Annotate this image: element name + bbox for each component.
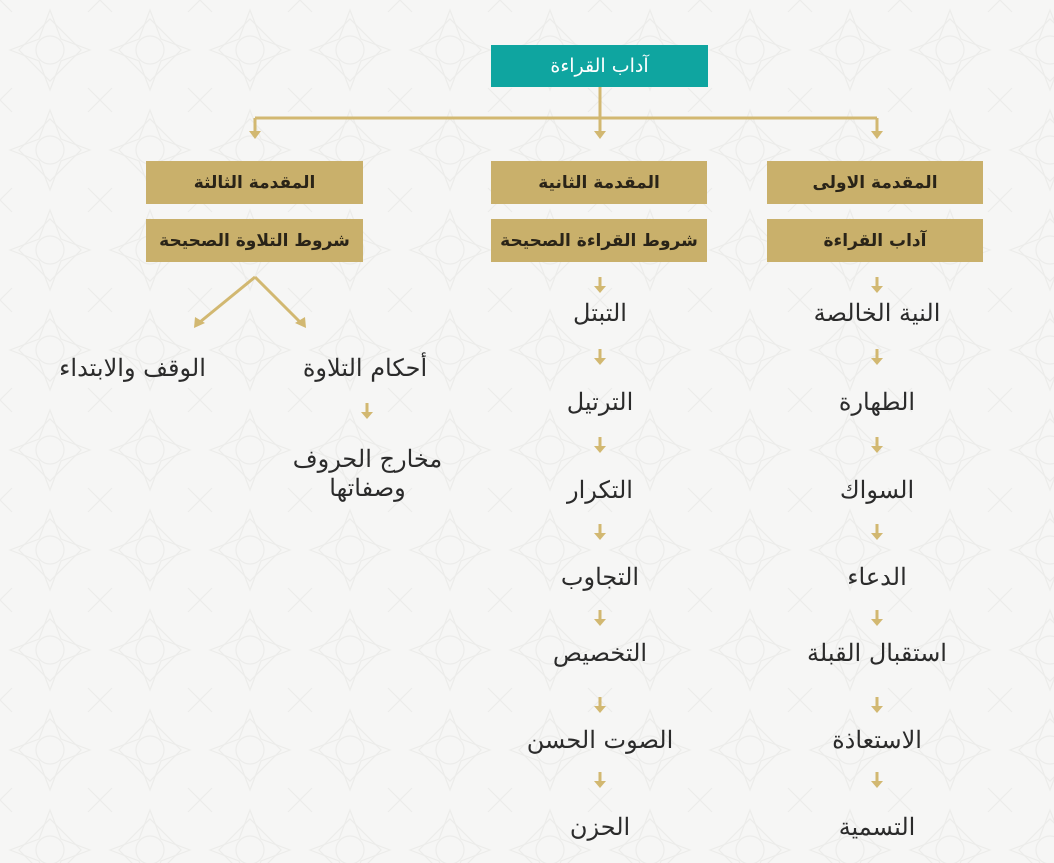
- branch-1-item: التسمية: [838, 813, 916, 841]
- branch-2-item: التخصيص: [552, 639, 648, 667]
- branch-arrow-2: [594, 131, 606, 139]
- root-node: آداب القراءة: [491, 45, 708, 87]
- down-arrow-icon: [871, 446, 883, 453]
- branch-2-item: الترتيل: [566, 388, 634, 416]
- down-arrow-icon: [594, 706, 606, 713]
- branch-3-subitem: الوقف والابتداء: [59, 354, 206, 382]
- down-arrow-icon: [594, 446, 606, 453]
- branch-2-item: التبتل: [573, 299, 627, 327]
- branch-1-item: الدعاء: [847, 563, 907, 591]
- branch-2-item: التجاوب: [560, 563, 640, 591]
- down-arrow-icon: [871, 533, 883, 540]
- branch-3-subitem: أحكام التلاوة: [302, 354, 428, 382]
- branch-arrow-1: [871, 131, 883, 139]
- branch-2-item: الصوت الحسن: [526, 726, 674, 754]
- branch-3-subitem-child: مخارج الحروف وصفاتها: [292, 445, 443, 502]
- down-arrow-icon: [871, 781, 883, 788]
- branch-2-subheader: شروط القراءة الصحيحة: [491, 219, 707, 262]
- down-arrow-icon: [594, 286, 606, 293]
- down-arrow-icon: [871, 358, 883, 365]
- branch-1-subheader: آداب القراءة: [767, 219, 983, 262]
- down-arrow-icon: [871, 619, 883, 626]
- down-arrow-icon: [361, 412, 373, 419]
- branch-1-item: استقبال القبلة: [807, 639, 947, 667]
- branch-1-item: النية الخالصة: [813, 299, 941, 327]
- down-arrow-icon: [594, 781, 606, 788]
- branch-1-item: الاستعاذة: [832, 726, 922, 754]
- down-arrow-icon: [594, 533, 606, 540]
- branch-1-item: السواك: [839, 476, 915, 504]
- branch-arrow-3: [249, 131, 261, 139]
- down-arrow-icon: [871, 706, 883, 713]
- split-line-right: [255, 277, 300, 322]
- branch-2-header: المقدمة الثانية: [491, 161, 707, 204]
- branch-2-item: التكرار: [567, 476, 633, 504]
- branch-1-item: الطهارة: [838, 388, 916, 416]
- branch-3-subheader: شروط التلاوة الصحيحة: [146, 219, 363, 262]
- branch-1-header: المقدمة الاولى: [767, 161, 983, 204]
- down-arrow-icon: [594, 619, 606, 626]
- branch-3-header: المقدمة الثالثة: [146, 161, 363, 204]
- down-arrow-icon: [871, 286, 883, 293]
- split-line-left: [200, 277, 255, 322]
- branch-2-item: الحزن: [569, 813, 631, 841]
- down-arrow-icon: [594, 358, 606, 365]
